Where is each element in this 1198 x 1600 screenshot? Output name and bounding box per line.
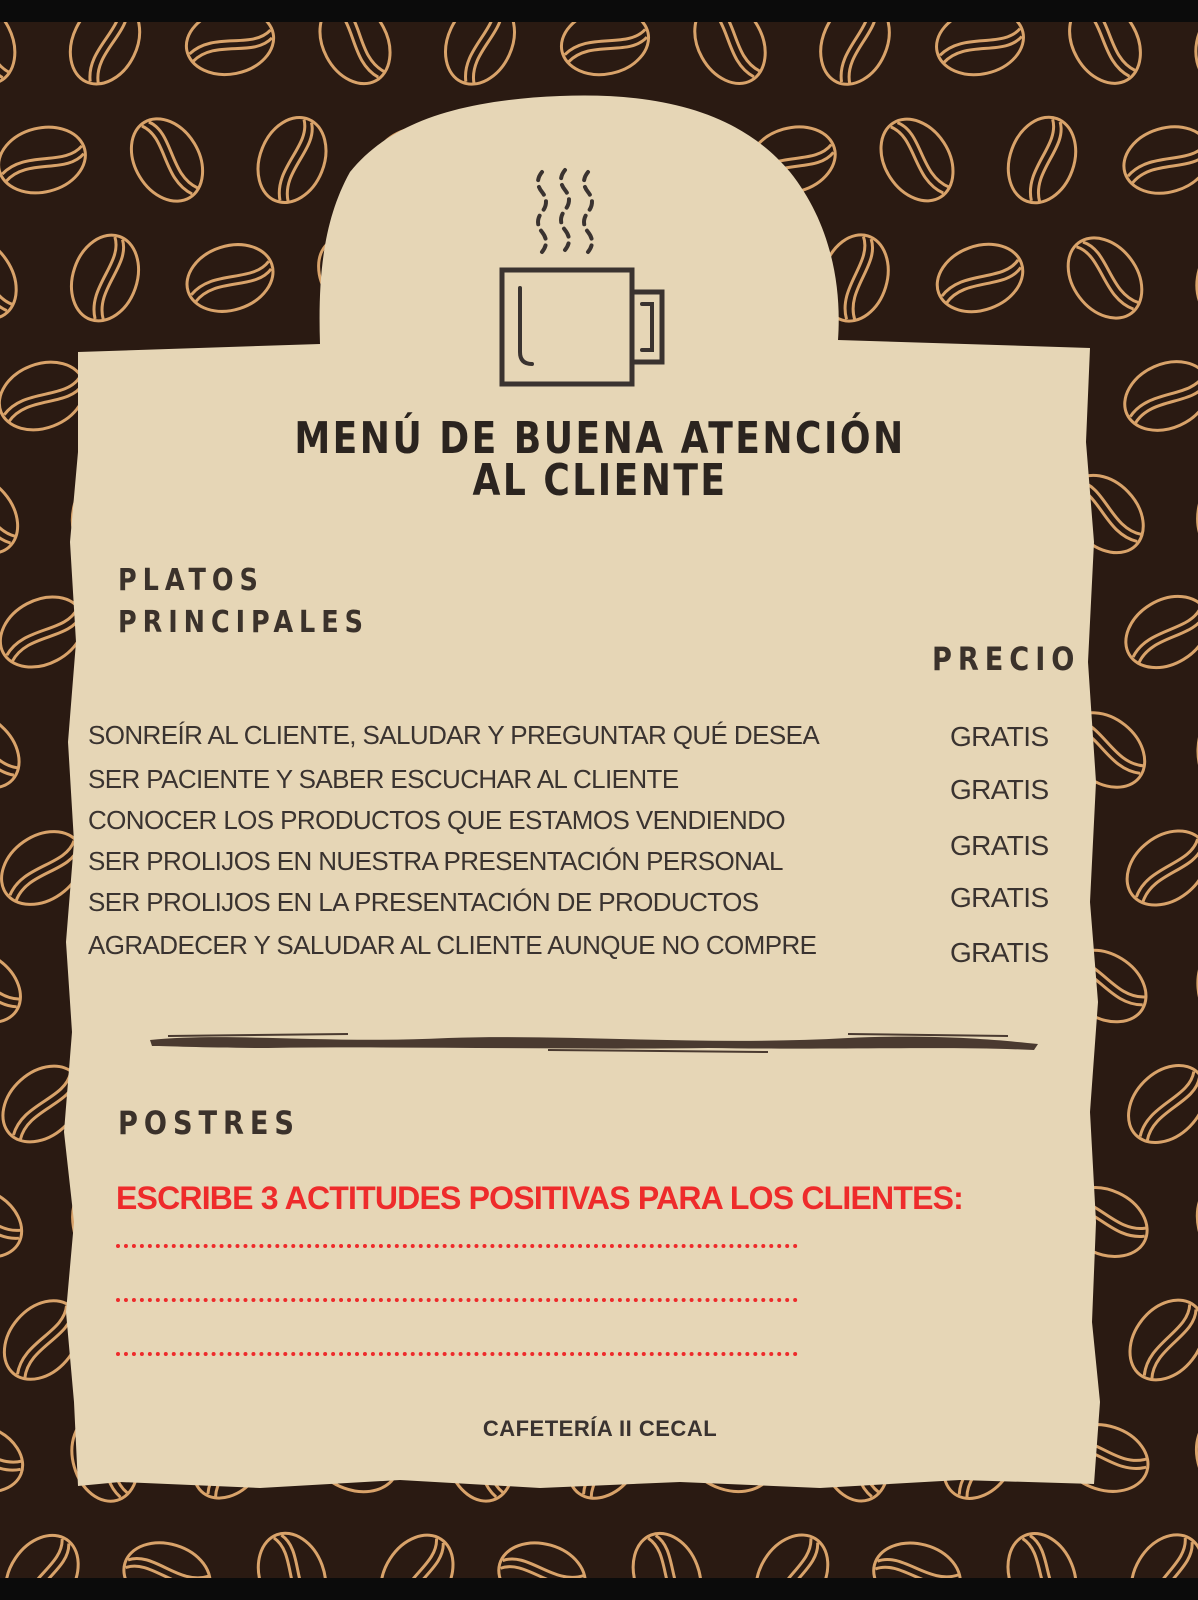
price-value: GRATIS xyxy=(950,774,1049,805)
list-item: SER PROLIJOS EN NUESTRA PRESENTACIÓN PERSONAL xyxy=(88,846,783,876)
price-value: GRATIS xyxy=(950,937,1049,968)
page-title: MENÚ DE BUENA ATENCIÓN AL CLIENTE xyxy=(294,413,906,506)
answer-line-2[interactable] xyxy=(116,1298,798,1302)
answer-line-3[interactable] xyxy=(116,1352,798,1356)
price-value: GRATIS xyxy=(950,882,1049,913)
price-value: GRATIS xyxy=(950,830,1049,861)
answer-line-1[interactable] xyxy=(116,1244,798,1248)
price-value: GRATIS xyxy=(950,721,1049,752)
exercise-prompt: ESCRIBE 3 ACTITUDES POSITIVAS PARA LOS CLIENTES: xyxy=(116,1180,964,1216)
list-item: SONREÍR AL CLIENTE, SALUDAR Y PREGUNTAR QUÉ DESEA xyxy=(88,720,820,750)
list-item: SER PROLIJOS EN LA PRESENTACIÓN DE PRODUCTOS xyxy=(88,887,759,917)
list-item: AGRADECER Y SALUDAR AL CLIENTE AUNQUE NO COMPRE xyxy=(88,930,817,960)
list-item: SER PACIENTE Y SABER ESCUCHAR AL CLIENTE xyxy=(88,764,679,794)
section-label-postres: POSTRES xyxy=(118,1104,300,1142)
footer-text: CAFETERÍA II CECAL xyxy=(482,1416,718,1441)
section-label-platos: PLATOS xyxy=(118,563,264,598)
brush-divider xyxy=(148,1026,1040,1056)
list-item: CONOCER LOS PRODUCTOS QUE ESTAMOS VENDIENDO xyxy=(88,805,786,835)
price-header: PRECIO xyxy=(932,640,1081,678)
section-label-principales: PRINCIPALES xyxy=(118,605,369,640)
menu-poster xyxy=(0,22,1198,1578)
